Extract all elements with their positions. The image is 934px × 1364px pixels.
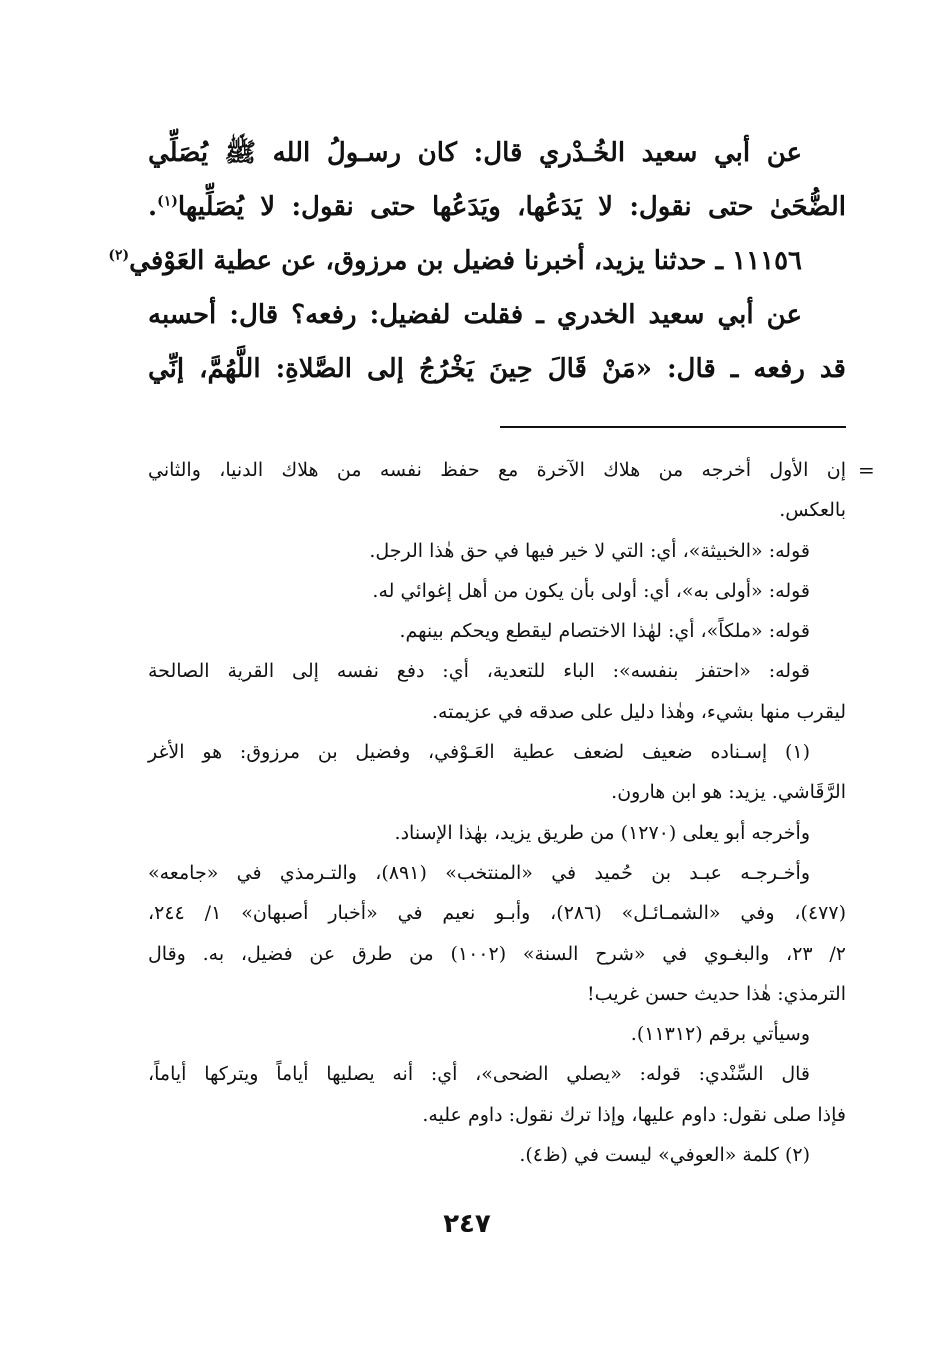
footnote-line-17: فإذا صلى نقول: داوم عليها، وإذا ترك نقول: داوم عليه. — [422, 1103, 846, 1126]
footnote-separator — [500, 426, 846, 428]
footnote-line-6: قوله: «احتفز بنفسه»: الباء للتعدية، أي: دفع نفسه إلى القرية الصالحة — [148, 660, 810, 683]
book-page — [108, 0, 846, 1364]
footnote-line-18: (٢) كلمة «العوفي» ليست في (ظ٤). — [519, 1144, 810, 1167]
footnote-line-1: إن الأول أخرجه من هلاك الآخرة مع حفظ نفسه من هلاك الدنيا، والثاني — [148, 459, 846, 481]
footnote-line-7: ليقرب منها بشيء، وهٰذا دليل على صدقه في عزيمته. — [431, 700, 846, 723]
main-line-3-text: ١١١٥٦ ـ حدثنا يزيد، أخبرنا فضيل بن مرزوق، عن عطية العَوْفي — [129, 246, 802, 276]
hadith-text — [108, 126, 846, 396]
footnote-line-16: قال السِّنْدي: قوله: «يصلي الضحى»، أي: أنه يصليها أياماً ويتركها أياماً، — [148, 1063, 810, 1086]
footnote-line-2: بالعكس. — [779, 499, 846, 522]
footnote-line-5: قوله: «ملكاً»، أي: لهٰذا الاختصام ليقطع ويحكم بينهم. — [399, 620, 810, 643]
main-line-5: قد رفعه ـ قال: «مَنْ قَالَ حِينَ يَخْرُجُ إلى الصَّلاةِ: اللَّهُمَّ، إنِّي — [148, 354, 846, 384]
footnote-line-14: الترمذي: هٰذا حديث حسن غريب! — [587, 982, 846, 1005]
footnote-line-3: قوله: «الخبيثة»، أي: التي لا خير فيها في حق هٰذا الرجل. — [369, 539, 810, 562]
footnote-ref-1: (١) — [157, 193, 178, 210]
footnote-line-8: (١) إسـناده ضعيف لضعف عطية العَـوْفي، وفضيل بن مرزوق: هو الأغر — [148, 741, 810, 764]
footnote-line-15: وسيأتي برقم (١١٣١٢). — [630, 1023, 810, 1046]
footnote-ref-2: (٢) — [108, 247, 130, 264]
footnote-line-4: قوله: «أولى به»، أي: أولى بأن يكون من أهل إغوائي له. — [372, 579, 810, 602]
footnote-line-9: الرَّقَاشي. يزيد: هو ابن هارون. — [611, 781, 846, 804]
main-line-2-end: . — [148, 192, 158, 222]
footnote-line-12: (٤٧٧)، وفي «الشمـائـل» (٢٨٦)، وأبـو نعيم في «أخبار أصبهان» ١/ ٢٤٤، — [148, 902, 846, 925]
main-line-2-text: الضُّحَىٰ حتى نقول: لا يَدَعُها، ويَدَعُها حتى نقول: لا يُصَلِّيها — [177, 192, 846, 222]
footnote-line-13: ٢/ ٢٣، والبغـوي في «شرح السنة» (١٠٠٢) من طرق عن فضيل، به. وقال — [148, 942, 846, 965]
main-line-2 — [148, 180, 846, 234]
footnote-line-11: وأخـرجـه عبـد بن حُميد في «المنتخب» (٨٩١)، والتـرمذي في «جامعه» — [148, 861, 810, 884]
footnotes — [148, 450, 846, 1175]
main-line-1: عن أبي سعيد الخُـدْري قال: كان رسـولُ الله ﷺ يُصَلِّي — [148, 138, 802, 168]
main-line-4: عن أبي سعيد الخدري ـ فقلت لفضيل: رفعه؟ قال: أحسبه — [148, 300, 802, 330]
page-number: ٢٤٧ — [443, 1209, 491, 1239]
footnote-line-10: وأخرجه أبو يعلى (١٢٧٠) من طريق يزيد، بهٰذا الإسناد. — [394, 821, 810, 844]
main-line-3 — [108, 234, 846, 288]
continuation-mark: = — [858, 458, 875, 482]
